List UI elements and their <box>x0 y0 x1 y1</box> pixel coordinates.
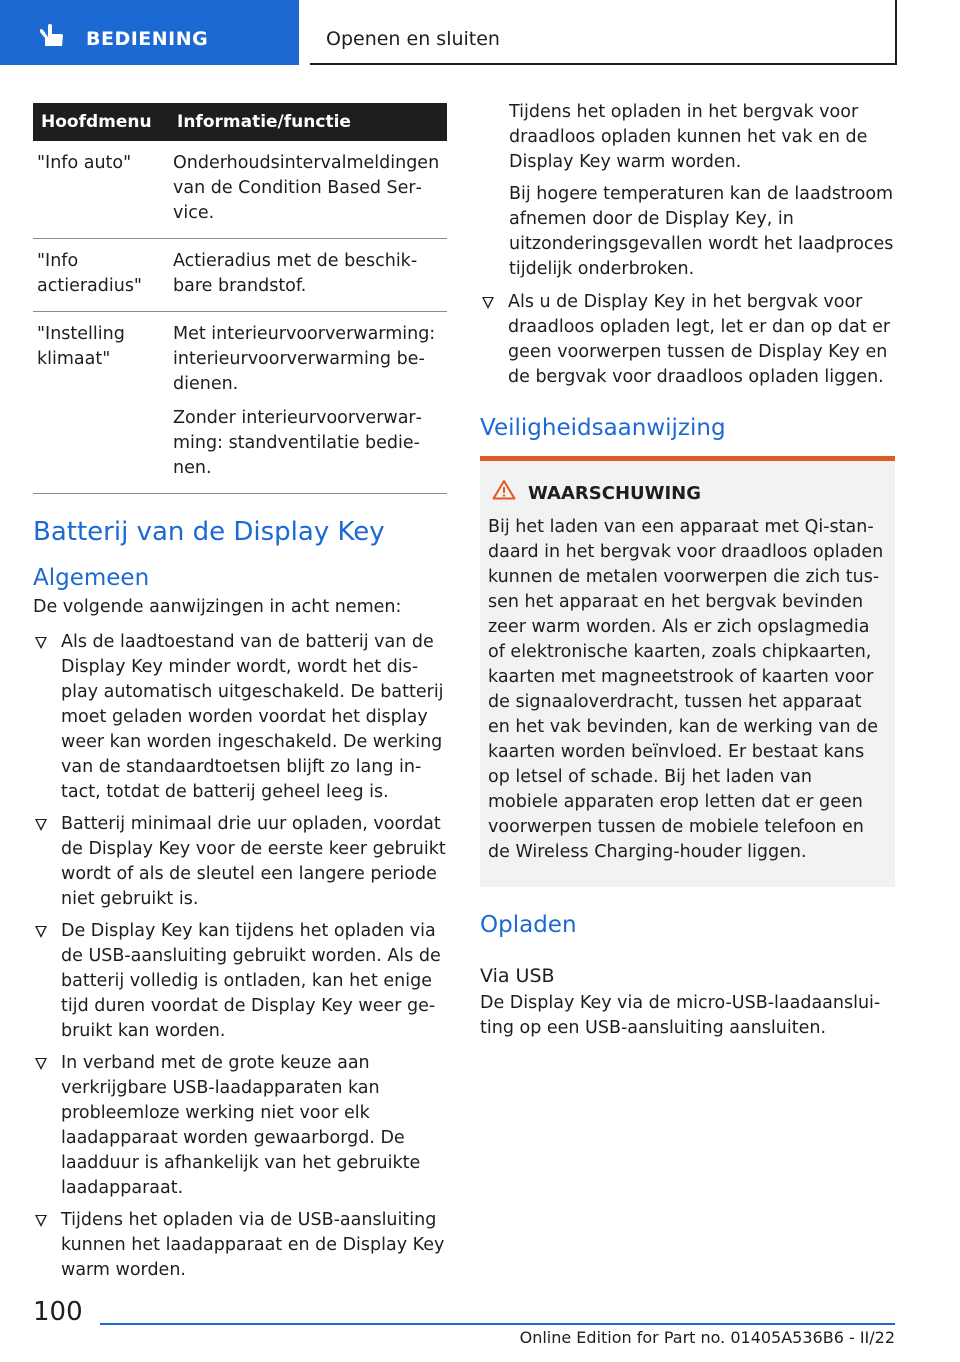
info-text: Onderhoudsintervalmeldingen van de Condition Based Service. <box>173 153 440 223</box>
column-header-info: Informatie/functie <box>169 103 447 141</box>
list-item-text: De Display Key kan tijdens het opladen via de USB-aansluiting gebruikt worden. Als de batterij volledig is ontladen, kan het enige tijd duren voordat de Display Key weer gebruikt kan worden. <box>61 921 441 1041</box>
info-text: Zonder interieurvoorverwarming: standventilatie bedienen. <box>173 408 422 478</box>
warning-title: WAARSCHUWING <box>528 482 702 504</box>
info-cell <box>169 141 447 239</box>
list-item-text: In verband met de grote keuze aan verkrijgbare USB-laadapparaten kan probleemloze werking niet voor elk laadapparaat worden gewaarborgd. De laadduur is afhankelijk van het gebruikte laadapparaat. <box>61 1053 421 1198</box>
list-item-text: Tijdens het opladen via de USB-aansluiting kunnen het laadapparaat en de Display Key warm worden. <box>61 1210 445 1280</box>
section-tab <box>0 0 299 65</box>
bullet-triangle-icon <box>35 637 47 649</box>
list-item <box>33 919 447 1044</box>
warning-title-row <box>488 479 887 507</box>
hand-pointer-icon <box>36 24 66 52</box>
table-header-row <box>33 103 447 141</box>
section-title: BEDIENING <box>86 28 209 50</box>
right-bullet-list <box>480 290 895 390</box>
list-item <box>480 290 895 390</box>
list-item-text: Als u de Display Key in het bergvak voor draadloos opladen legt, let er dan op dat er geen voorwerpen tussen de Display Key en de bergvak voor draadloos opladen liggen. <box>508 292 891 387</box>
menu-cell: "Info actieradius" <box>33 239 169 312</box>
via-usb-heading: Via USB <box>480 965 555 987</box>
column-header-menu: Hoofdmenu <box>33 103 169 141</box>
bullet-triangle-icon <box>35 819 47 831</box>
warning-text: Bij het laden van een apparaat met Qi-standaard in het bergvak voor draadloos opladen kunnen de metalen voorwerpen die zich tussen het apparaat en het bergvak bevinden zeer warm worden. Als er zich opslagmedia of elektronische kaarten, zoals chipkaarten, kaarten met magneetstrook of kaarten voor de signaaloverdracht, tussen het apparaat en het vak bevinden, kan de werking van de kaarten worden beïnvloed. Er bestaat kans op letsel of schade. Bij het laden van mobiele apparaten erop letten dat er geen voorwerpen tussen de mobiele telefoon en de Wireless Charging-houder liggen. <box>488 517 884 862</box>
right-column <box>480 100 895 1041</box>
bullet-triangle-icon <box>482 297 494 309</box>
warning-box <box>480 456 895 887</box>
table-row <box>33 312 447 494</box>
charging-heading: Opladen <box>480 912 577 938</box>
list-item-text: Batterij minimaal drie uur opladen, voordat de Display Key voor de eerste keer gebruikt wordt of als de sleutel een langere periode niet gebruikt is. <box>61 814 446 909</box>
page-number: 100 <box>33 1297 83 1327</box>
list-item <box>33 1051 447 1201</box>
info-text: Actieradius met de beschikbare brandstof. <box>173 251 418 296</box>
bullet-triangle-icon <box>35 1215 47 1227</box>
info-cell <box>169 239 447 312</box>
paragraph: Bij hogere temperaturen kan de laadstroom afnemen door de Display Key, in uitzonderingsgevallen wordt het laadproces tijdelijk onderbroken. <box>509 184 894 279</box>
list-item <box>33 1208 447 1283</box>
bullet-triangle-icon <box>35 1058 47 1070</box>
list-item <box>33 812 447 912</box>
left-column <box>33 103 447 1290</box>
list-item-text: Als de laadtoestand van de batterij van de Display Key minder wordt, wordt het display automatisch uitgeschakeld. De batterij moet geladen worden voordat het display weer kan worden ingeschakeld. De werking van de standaardtoetsen blijft zo lang intact, totdat de batterij geheel leeg is. <box>61 632 444 802</box>
table-row <box>33 239 447 312</box>
footer-divider <box>100 1323 895 1325</box>
general-heading: Algemeen <box>33 565 150 591</box>
page-header <box>310 0 897 65</box>
intro-text: De volgende aanwijzingen in acht nemen: <box>33 597 402 617</box>
via-usb-text: De Display Key via de micro-USB-laadaansluiting op een USB-aansluiting aansluiten. <box>480 993 881 1038</box>
info-cell <box>169 312 447 494</box>
list-item <box>33 630 447 805</box>
warning-triangle-icon <box>492 479 516 507</box>
battery-heading: Batterij van de Display Key <box>33 517 385 547</box>
battery-bullet-list <box>33 630 447 1283</box>
continued-text <box>480 100 895 282</box>
edition-text: Online Edition for Part no. 01405A536B6 - II/22 <box>519 1328 895 1347</box>
bullet-triangle-icon <box>35 926 47 938</box>
info-text: Met interieurvoorverwarming: interieurvoorverwarming bedienen. <box>173 324 436 394</box>
menu-cell: "Info auto" <box>33 141 169 239</box>
table-row <box>33 141 447 239</box>
paragraph: Tijdens het opladen in het bergvak voor draadloos opladen kunnen het vak en de Display Key warm worden. <box>509 102 868 172</box>
safety-heading: Veiligheidsaanwijzing <box>480 415 726 441</box>
menu-cell: "Instelling klimaat" <box>33 312 169 494</box>
page-title: Openen en sluiten <box>326 28 500 50</box>
menu-table <box>33 103 447 494</box>
